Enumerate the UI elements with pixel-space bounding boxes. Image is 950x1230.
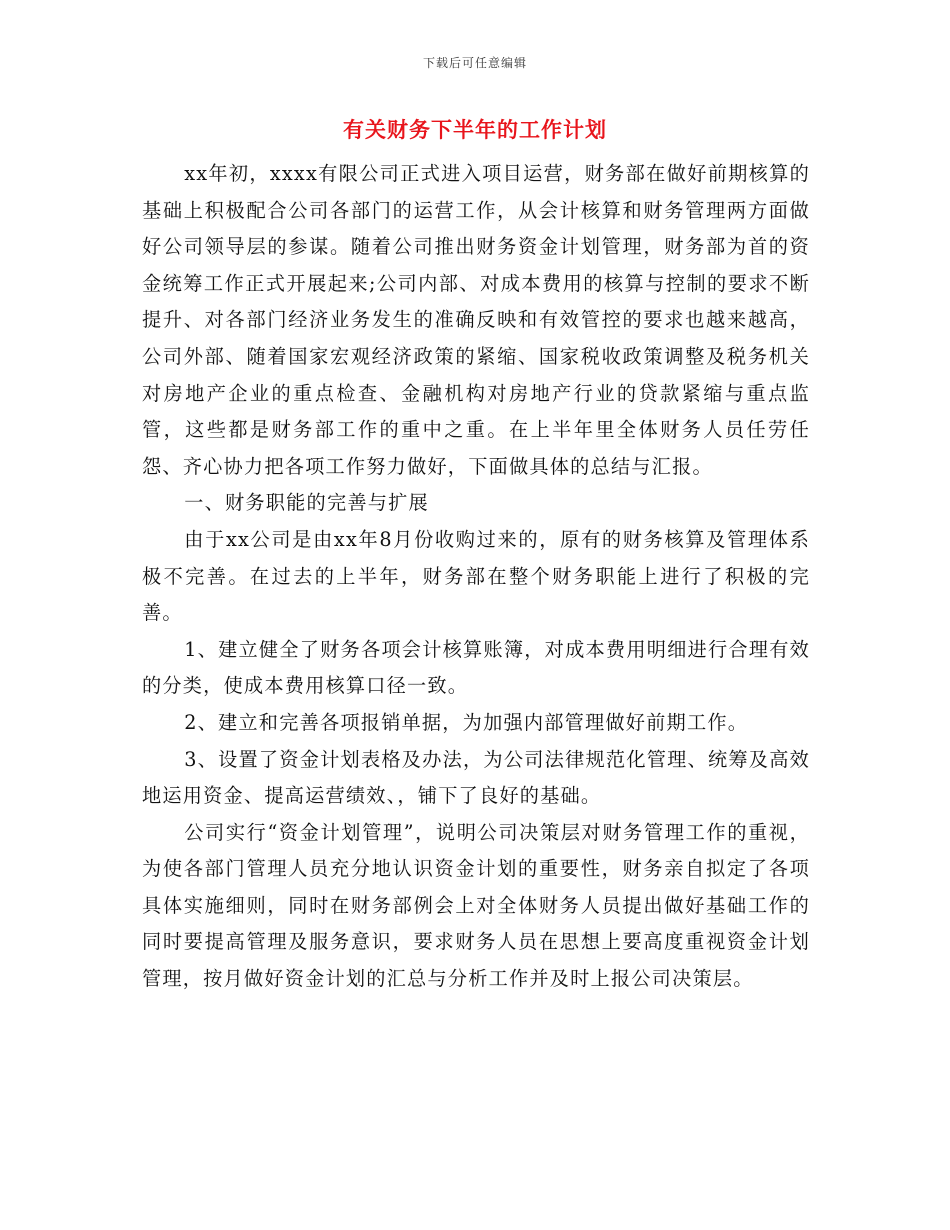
list-item-3: 3、设置了资金计划表格及办法，为公司法律规范化管理、统筹及高效地运用资金、提高运营绩效、，铺下了良好的基础。 (142, 747, 810, 808)
paragraph-intro: xx年初，xxxx有限公司正式进入项目运营，财务部在做好前期核算的基础上积极配合公司各部门的运营工作，从会计核算和财务管理两方面做好公司领导层的参谋。随着公司推出财务资金计划管理，财务部为首的资金统筹工作正式开展起来;公司内部、对成本费用的核算与控制的要求不断提升、对各部门经济业务发生的准确反映和有效管控的要求也越来越高，公司外部、随着国家宏观经济政策的紧缩、国家税收政策调整及税务机关对房地产企业的重点检查、金融机构对房地产行业的贷款紧缩与重点监管，这些都是财务部工作的重中之重。在上半年里全体财务人员任劳任怨、齐心协力把各项工作努力做好，下面做具体的总结与汇报。 (142, 162, 810, 478)
paragraph-section-1-intro: 由于xx公司是由xx年8月份收购过来的，原有的财务核算及管理体系极不完善。在过去的上半年，财务部在整个财务职能上进行了积极的完善。 (142, 527, 810, 625)
list-item-1: 1、建立健全了财务各项会计核算账簿，对成本费用明细进行合理有效的分类，使成本费用核算口径一致。 (142, 637, 810, 698)
document-body (142, 156, 810, 998)
list-item-2: 2、建立和完善各项报销单据，为加强内部管理做好前期工作。 (184, 710, 749, 734)
header-note: 下载后可任意编辑 (422, 56, 527, 70)
section-heading-1: 一、财务职能的完善与扩展 (184, 491, 429, 515)
paragraph-fund-plan: 公司实行“资金计划管理”，说明公司决策层对财务管理工作的重视，为使各部门管理人员充分地认识资金计划的重要性，财务亲自拟定了各项具体实施细则，同时在财务部例会上对全体财务人员提出做好基础工作的同时要提高管理及服务意识，要求财务人员在思想上要高度重视资金计划管理，按月做好资金计划的汇总与分析工作并及时上报公司决策层。 (142, 820, 810, 991)
document-title: 有关财务下半年的工作计划 (343, 118, 607, 142)
